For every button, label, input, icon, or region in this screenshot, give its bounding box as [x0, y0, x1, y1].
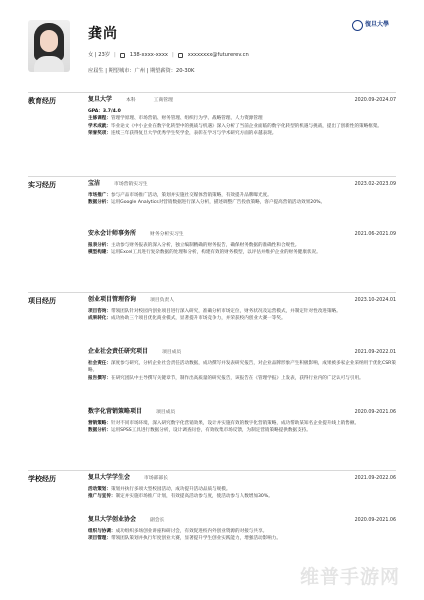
detail-line — [88, 375, 396, 382]
organization-name: 复旦大学学生会 — [88, 474, 131, 481]
date-range: 2020.09-2024.07 — [354, 98, 396, 103]
detail-line — [88, 242, 396, 249]
university-logo: 復旦大學 — [352, 18, 402, 32]
organization-name: 复旦大学创业协会 — [88, 516, 137, 523]
candidate-name: 龚尚 — [88, 26, 118, 42]
detail-text: 在研究团队中主导撰写关键章节，制作出高质量的研究报告，该报告在《管理学报》上发表，获得行业内的广泛认可与引用。 — [110, 375, 364, 381]
detail-line — [88, 360, 396, 375]
detail-text: 带领团队策划并执行年度创业大赛，显著提升学生创业实践能力，增强活动影响力。 — [110, 536, 281, 542]
date-range: 2023.10-2024.01 — [354, 298, 396, 303]
gender-age: 女 | 23岁 — [88, 52, 111, 58]
date-range: 2020.09-2021.06 — [354, 518, 396, 523]
project-entry — [88, 348, 396, 382]
detail-label: 数据分析： — [88, 428, 111, 434]
detail-text: 策划并执行多项大型校园活动，成功提升活动品质与规模。 — [110, 487, 231, 492]
section-title-internship: 实习经历 — [28, 181, 56, 189]
detail-label: 社会责任： — [88, 361, 111, 366]
detail-line — [88, 535, 396, 542]
job-preference: 应届生 | 期望城市：广州 | 期望薪资：20-30K — [88, 68, 195, 74]
detail-text: 毕业论文《中小企业在数字化转型中的挑战与机遇》深入分析了当前企业面临的数字化转型的机遇与挑战，提出了创新性的策略框架。 — [110, 123, 383, 129]
internship-entry — [88, 230, 396, 257]
education-lines — [88, 115, 396, 137]
detail-label: 活动策划： — [88, 487, 111, 492]
profile-photo — [28, 20, 70, 72]
detail-line — [88, 308, 396, 315]
detail-text: 针对不同市场环境，深入研究数字化营销效果，设计并实施有效的数字化营销策略，成功帮助某知名企业提升线上销售额。 — [110, 421, 360, 426]
detail-label: 模型构建： — [88, 250, 111, 256]
detail-text: 深度参与研究，分析企业社会责任活动数据，成功撰写并发表研究报告，对企业品牌形象产生积极影响，成果被多家企业采纳用于优化CSR策略。 — [88, 361, 396, 374]
degree: 本科 — [126, 98, 136, 103]
detail-label: 项目管理： — [88, 536, 111, 542]
detail-label: 组织与协调： — [88, 529, 116, 534]
email-address: xxxxxxxx@futurerev.cn — [187, 52, 249, 58]
position: 副会长 — [150, 518, 165, 523]
education-entry — [88, 96, 396, 138]
detail-line — [88, 199, 396, 206]
detail-text: 运用Excel工具进行复杂数据的处理和分析，构建有效的财务模型，以评估并维护企业的财务健康状况。 — [110, 250, 321, 256]
project-role: 项目负责人 — [150, 298, 175, 303]
watermark: 维普手游网 — [300, 566, 401, 588]
school-name: 复旦大学 — [88, 96, 113, 103]
date-range: 2021.09-2022.06 — [354, 476, 396, 481]
project-entry — [88, 408, 396, 435]
detail-label: 成果转化： — [88, 316, 111, 322]
detail-label: 数据分析： — [88, 200, 111, 206]
detail-text: 带领团队针对校园内创业项目进行深入研究，准确分析市场定位，财务状况及运营模式，并制定针对性改进策略。 — [110, 309, 341, 314]
position: 市场部部长 — [144, 476, 169, 481]
company-name: 宝洁 — [88, 180, 101, 187]
divider — [28, 470, 396, 471]
detail-label: 报表分析： — [88, 243, 111, 248]
internship-entry — [88, 180, 396, 207]
detail-label: 项目咨询： — [88, 309, 111, 314]
job-role: 财务分析实习生 — [150, 232, 184, 237]
major: 工商管理 — [153, 98, 173, 103]
detail-text: 成功组织多场创业讲座和研讨会，有效促进校内外创业资源的对接与共享。 — [115, 529, 268, 534]
project-role: 项目成员 — [162, 350, 182, 355]
detail-text: 管理学原理、市场营销、财务管理、组织行为学、战略管理、人力资源管理 — [110, 116, 263, 122]
project-name: 企业社会责任研究项目 — [88, 348, 149, 355]
detail-line — [88, 130, 396, 137]
email-icon — [178, 53, 183, 58]
campus-entry — [88, 474, 396, 501]
date-range: 2021.09-2022.01 — [354, 350, 396, 355]
project-entry — [88, 296, 396, 323]
detail-label: 营销策略： — [88, 421, 111, 426]
detail-line — [88, 486, 396, 493]
divider — [28, 92, 396, 93]
project-name: 创业项目管理咨询 — [88, 296, 137, 303]
date-range: 2023.02-2023.09 — [354, 182, 396, 187]
detail-label: 报告撰写： — [88, 375, 111, 381]
detail-line — [88, 420, 396, 427]
date-range: 2020.09-2021.06 — [354, 410, 396, 415]
detail-text: 参与产品市场推广活动，策划并实施社交媒体营销策略，有效提升品牌曝光度。 — [110, 193, 272, 198]
detail-text: 制定并实施市场推广计划，有效提高活动参与度，使活动参与人数增加30%。 — [115, 494, 273, 500]
detail-label: 推广与宣传： — [88, 494, 116, 500]
contact-row: 女 | 23岁 | 138-xxxx-xxxx | xxxxxxxx@futurerev.cn — [88, 52, 249, 58]
detail-label: 学术成就： — [88, 123, 111, 129]
section-title-campus: 学校经历 — [28, 475, 56, 483]
divider — [28, 292, 396, 293]
detail-line — [88, 528, 396, 535]
divider — [28, 176, 396, 177]
gpa: GPA：3.7/4.0 — [88, 109, 121, 114]
detail-label: 荣誉奖项： — [88, 131, 111, 137]
detail-line — [88, 315, 396, 322]
detail-line — [88, 249, 396, 256]
company-name: 安永会计师事务所 — [88, 230, 137, 237]
detail-text: 运用SPSS工具进行数据分析，设计调查问卷，有效收集市场反馈，为制定营销策略提供数据支持。 — [110, 428, 311, 434]
detail-text: 成功协助三个项目优化商业模式，显著提升市场竞争力，并荣获校内创业大赛一等奖。 — [110, 316, 286, 322]
detail-line — [88, 493, 396, 500]
detail-line — [88, 123, 396, 130]
detail-line — [88, 115, 396, 122]
job-role: 市场营销实习生 — [114, 182, 148, 187]
seal-icon — [352, 20, 363, 31]
phone-number: 138-xxxx-xxxx — [129, 52, 168, 58]
detail-text: 运用Google Analytics对营销数据进行深入分析，描述调整广告投放策略，客户提高营销活动效果20%。 — [110, 200, 326, 206]
detail-label: 主修课程： — [88, 116, 111, 122]
campus-entry — [88, 516, 396, 543]
date-range: 2021.06-2021.09 — [354, 232, 396, 237]
resume-header — [0, 0, 424, 88]
detail-line — [88, 192, 396, 199]
section-title-education: 教育经历 — [28, 97, 56, 105]
section-title-projects: 项目经历 — [28, 297, 56, 305]
detail-label: 市场推广： — [88, 193, 111, 198]
phone-icon — [120, 53, 125, 58]
detail-text: 连续三年获得复旦大学优秀学生奖学金，表彰在学习与学术研究方面的卓越表现。 — [110, 131, 277, 137]
project-name: 数字化营销策略项目 — [88, 408, 143, 415]
detail-text: 主动参与财务报表的深入分析，独立编制精确的财务报告，确保财务数据的准确性和合规性。 — [110, 243, 300, 248]
detail-line — [88, 427, 396, 434]
project-role: 项目成员 — [156, 410, 176, 415]
